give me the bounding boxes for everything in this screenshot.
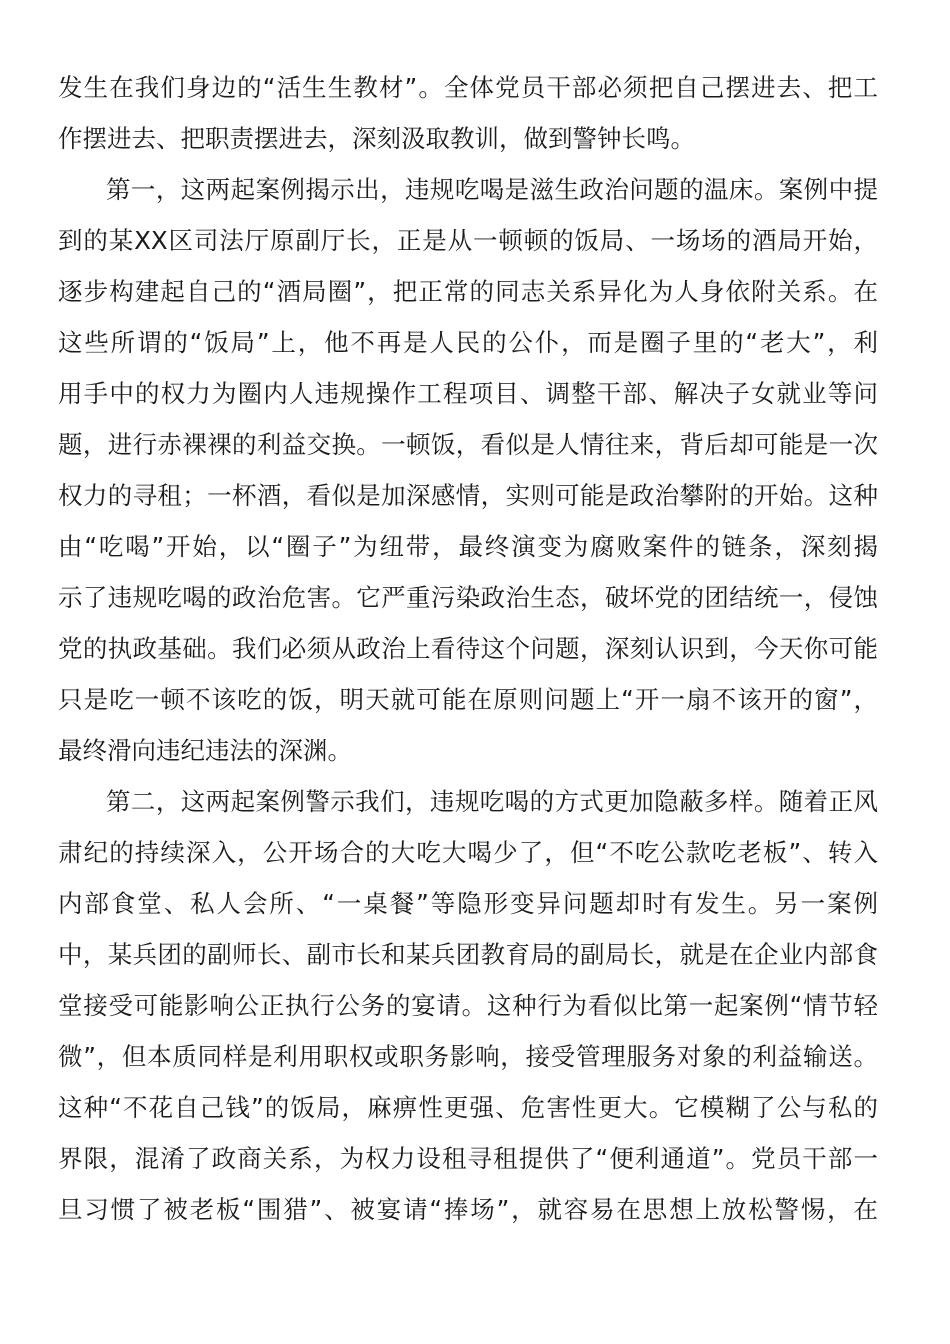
text-line: 党的执政基础。我们必须从政治上看待这个问题，深刻认识到，今天你可能 (58, 634, 878, 663)
text-line: 这种“不花自己钱”的饭局，麻痹性更强、危害性更大。它模糊了公与私的 (58, 1093, 878, 1122)
text-line: 权力的寻租；一杯酒，看似是加深感情，实则可能是政治攀附的开始。这种 (58, 481, 878, 510)
text-line: 肃纪的持续深入，公开场合的大吃大喝少了，但“不吃公款吃老板”、转入 (58, 838, 878, 867)
text-line: 到的某XX区司法厅原副厅长，正是从一顿顿的饭局、一场场的酒局开始， (58, 226, 878, 255)
text-line: 这些所谓的“饭局”上，他不再是人民的公仆，而是圈子里的“老大”，利 (58, 328, 878, 357)
text-line: 中，某兵团的副师长、副市长和某兵团教育局的副局长，就是在企业内部食 (58, 940, 878, 969)
text-line: 只是吃一顿不该吃的饭，明天就可能在原则问题上“开一扇不该开的窗”， (58, 685, 878, 714)
paragraph-start-line: 第一，这两起案例揭示出，违规吃喝是滋生政治问题的温床。案例中提 (106, 175, 878, 204)
text-line: 旦习惯了被老板“围猎”、被宴请“捧场”，就容易在思想上放松警惕，在 (58, 1195, 878, 1224)
text-line: 最终滑向违纪违法的深渊。 (58, 736, 352, 765)
text-line: 内部食堂、私人会所、“一桌餐”等隐形变异问题却时有发生。另一案例 (58, 889, 878, 918)
text-line: 逐步构建起自己的“酒局圈”，把正常的同志关系异化为人身依附关系。在 (58, 277, 878, 306)
text-line: 由“吃喝”开始，以“圈子”为纽带，最终演变为腐败案件的链条，深刻揭 (58, 532, 878, 561)
text-line: 微”，但本质同样是利用职权或职务影响，接受管理服务对象的利益输送。 (58, 1042, 878, 1071)
text-line: 堂接受可能影响公正执行公务的宴请。这种行为看似比第一起案例“情节轻 (58, 991, 878, 1020)
paragraph-start-line: 第二，这两起案例警示我们，违规吃喝的方式更加隐蔽多样。随着正风 (106, 787, 878, 816)
text-line: 题，进行赤裸裸的利益交换。一顿饭，看似是人情往来，背后却可能是一次 (58, 430, 878, 459)
text-line: 作摆进去、把职责摆进去，深刻汲取教训，做到警钟长鸣。 (58, 124, 695, 153)
text-line: 示了违规吃喝的政治危害。它严重污染政治生态，破坏党的团结统一，侵蚀 (58, 583, 878, 612)
text-line: 发生在我们身边的“活生生教材”。全体党员干部必须把自己摆进去、把工 (58, 73, 878, 102)
text-line: 界限，混淆了政商关系，为权力设租寻租提供了“便利通道”。党员干部一 (58, 1144, 878, 1173)
text-line: 用手中的权力为圈内人违规操作工程项目、调整干部、解决子女就业等问 (58, 379, 878, 408)
